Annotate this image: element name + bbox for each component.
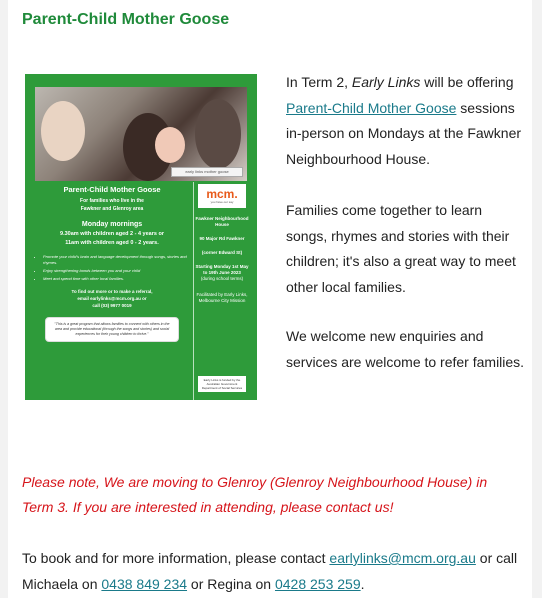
- flyer-heading: Parent-Child Mother Goose: [63, 185, 161, 194]
- flyer-time-line: 9.30am with children aged 2 - 4 years or: [60, 231, 164, 237]
- photo-caption: early links mother goose: [171, 167, 243, 177]
- contact-text: or Regina on: [187, 576, 275, 592]
- intro-text: In Term 2,: [286, 74, 352, 90]
- flyer-venue-address: 90 Major Rd Fawkner: [199, 236, 245, 241]
- flyer-dates-note: (during school terms): [200, 276, 244, 281]
- flyer-facilitated: Facilitated by Early Links, Melbourne City Mission: [196, 292, 248, 303]
- flyer-contact-line: email earlylinks@mcm.org.au or: [77, 296, 147, 301]
- flyer-bullet-list: [43, 254, 191, 282]
- families-paragraph: [286, 198, 526, 300]
- glenroy-notice: Please note, We are moving to Glenroy (Glenroy Neighbourhood House) in Term 3. If you are interested in attending, please contact us!: [22, 474, 488, 515]
- content-page: [8, 0, 532, 598]
- flyer-subheading-line: Fawkner and Glenroy area: [80, 206, 144, 212]
- mcm-logo-tagline: you have our say: [210, 200, 234, 204]
- intro-text: will be offering: [420, 74, 514, 90]
- flyer-right-column: [193, 182, 250, 400]
- flyer-left-column: [33, 182, 191, 342]
- mcm-logo: [198, 184, 246, 208]
- regina-phone-link[interactable]: 0428 253 259: [274, 576, 361, 592]
- contact-text: To book and for more information, please contact: [22, 550, 330, 566]
- flyer-time-line: 11am with children aged 0 - 2 years.: [65, 240, 159, 246]
- email-link[interactable]: earlylinks@mcm.org.au: [329, 550, 476, 566]
- flyer-venue-corner: (corner Edward St): [201, 250, 243, 255]
- flyer-footer: Early Links is funded by the Australian Government Department of Social Services: [198, 376, 246, 392]
- photo-figure: [155, 127, 185, 163]
- page-title: Parent-Child Mother Goose: [22, 11, 230, 28]
- michaela-phone-link[interactable]: 0438 849 234: [101, 576, 188, 592]
- flyer-contact: [33, 288, 191, 309]
- flyer-bullet: • Promote your child's brain and language development through songs, stories and rhymes.: [43, 254, 191, 266]
- flyer-contact-line: To find out more or to make a referral,: [71, 289, 153, 294]
- mother-goose-link[interactable]: Parent-Child Mother Goose: [286, 99, 457, 116]
- flyer-subheading: [33, 197, 191, 213]
- intro-paragraph: [286, 70, 526, 172]
- intro-emphasis: Early Links: [351, 74, 421, 90]
- flyer-photo: [35, 87, 247, 181]
- enquiries-text: We welcome new enquiries and services are welcome to refer families.: [286, 328, 525, 370]
- photo-figure: [195, 99, 241, 169]
- contact-text: or call Michaela on: [22, 550, 518, 592]
- flyer-venue-name: Fawkner Neighbourhood House: [195, 216, 249, 227]
- contact-paragraph: [22, 545, 522, 597]
- flyer-contact-line: call (03) 9977 0019: [92, 303, 132, 308]
- flyer-monday: Monday mornings: [81, 221, 143, 228]
- enquiries-paragraph: [286, 324, 526, 375]
- families-text: Families come together to learn songs, rhymes and stories with their children; it's also a great way to meet other local families.: [286, 202, 516, 295]
- flyer-dates: Starting Monday 1st May to 19th June 2023: [195, 264, 249, 275]
- mcm-logo-text: mcm.: [206, 187, 238, 201]
- flyer-bullet: • Meet and spend time with other local families.: [43, 276, 191, 282]
- flyer-quote: "This is a great program that allows families to connect with others in the area and provide educational (through the songs and stories) and social experiences for their young children to thrive.": [45, 317, 179, 342]
- photo-figure: [41, 101, 85, 161]
- flyer-subheading-line: For families who live in the: [80, 198, 144, 204]
- intro-text: sessions in-person on Mondays at the Fawkner Neighbourhood House.: [286, 99, 522, 167]
- flyer-bullet: • Enjoy strengthening bonds between you and your child: [43, 268, 191, 274]
- mother-goose-flyer-image: [25, 74, 257, 400]
- flyer-times: [33, 230, 191, 248]
- contact-text: .: [360, 576, 365, 592]
